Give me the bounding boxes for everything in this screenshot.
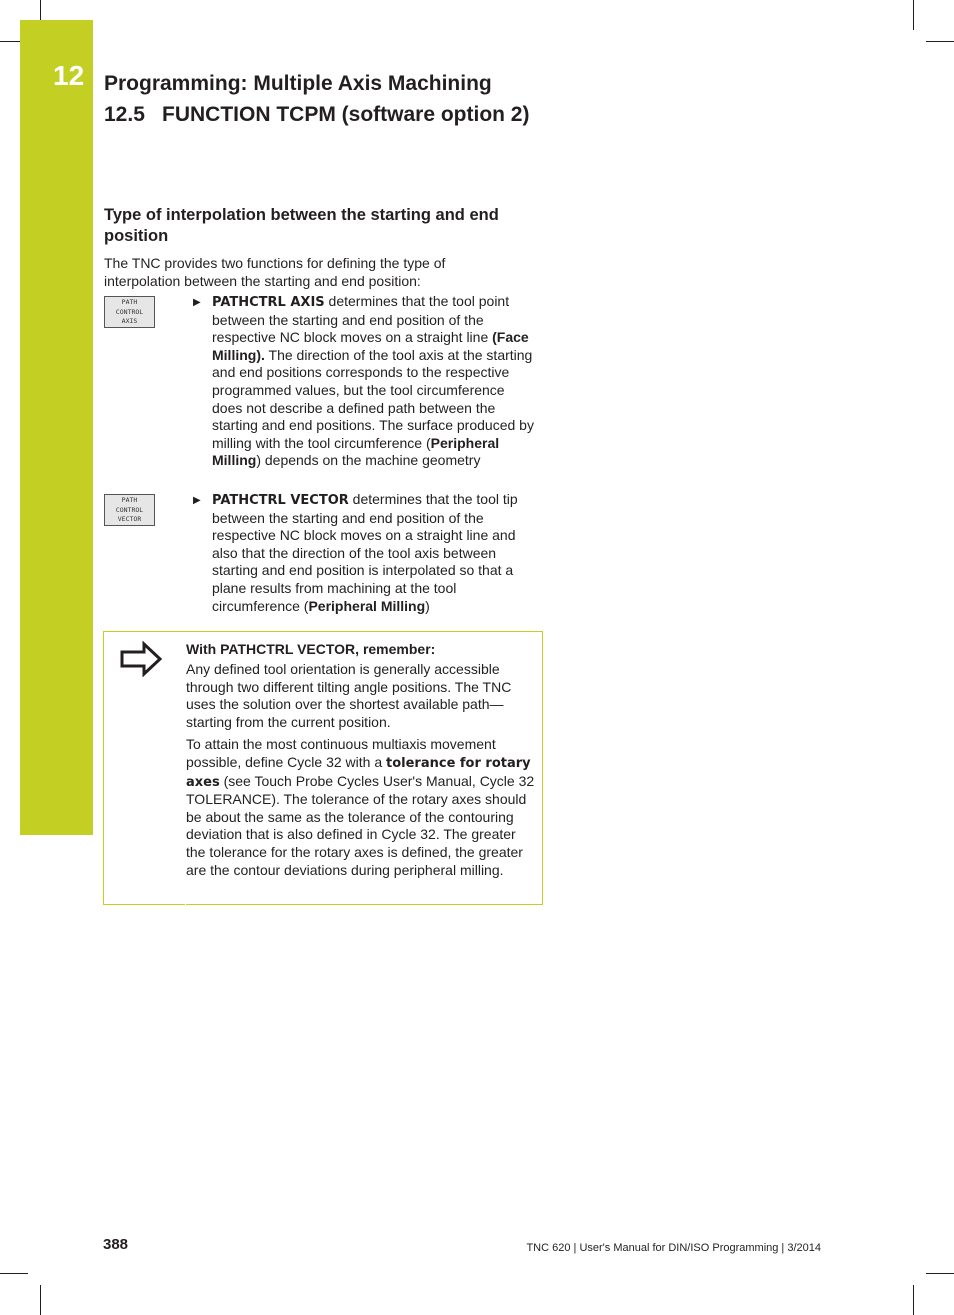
softkey-line: CONTROL	[115, 307, 144, 316]
item-pathctrl-axis	[212, 293, 534, 470]
intro-paragraph: The TNC provides two functions for defining the type of interpolation between the starting and end position:	[104, 255, 446, 289]
note-paragraph: Any defined tool orientation is generally accessible through two different tilting angle positions. The TNC uses the solution over the shortest available path—starting from the current position.	[186, 661, 512, 730]
crop-mark	[40, 1285, 41, 1315]
arrow-right-icon	[120, 641, 164, 682]
item-bold: Peripheral Milling	[308, 597, 426, 614]
note-text: To attain the most continuous multiaxis movement possible, define Cycle 32 with a	[186, 736, 496, 770]
crop-mark	[40, 0, 41, 20]
subsection-heading: Type of interpolation between the starting and end position	[104, 206, 499, 245]
note-bold: tolerance for rotary axes	[186, 755, 531, 790]
note-text: (see Touch Probe Cycles User's Manual, Cycle 32 TOLERANCE). The tolerance of the rotary axes should be about the same as the tolerance of the contouring deviation that is also defined in Cycle 32. The greater the tolerance for the rotary axes is defined, the greater are the contour deviations during peripheral milling.	[186, 772, 535, 878]
note-paragraph	[186, 736, 536, 879]
keyword: PATHCTRL VECTOR	[212, 493, 349, 508]
softkey-line: VECTOR	[117, 515, 142, 523]
section-title	[104, 103, 529, 127]
item-text: determines that the tool tip between the starting and end position of the respective NC block moves on a straight line and also that the direction of the tool axis between starting and end position is interpolated so that a plane results from machining at the tool circumference (	[212, 491, 518, 614]
crop-mark	[926, 1273, 954, 1274]
chapter-tab	[20, 20, 93, 835]
page-number: 388	[103, 1236, 129, 1253]
softkey-line: CONTROL	[115, 505, 144, 514]
note-title: With PATHCTRL VECTOR, remember:	[186, 641, 436, 657]
item-pathctrl-vector	[212, 491, 534, 615]
softkey-path-control-axis[interactable]	[104, 296, 155, 328]
keyword: PATHCTRL AXIS	[212, 295, 325, 310]
softkey-line: PATH	[121, 298, 138, 306]
item-bold: (Face Milling).	[212, 329, 529, 363]
bullet-arrow-icon: ▶	[193, 297, 201, 308]
chapter-number: 12	[53, 60, 85, 91]
note-content	[186, 640, 536, 884]
crop-mark	[913, 1285, 914, 1315]
bullet-arrow-icon: ▶	[193, 495, 201, 506]
crop-mark	[0, 1273, 28, 1274]
softkey-line: AXIS	[121, 317, 138, 325]
softkey-path-control-vector[interactable]	[104, 494, 155, 526]
item-text: determines that the tool point between the starting and end position of the respective NC block moves on a straight line	[212, 293, 510, 346]
chapter-title: Programming: Multiple Axis Machining	[104, 72, 492, 95]
crop-mark	[913, 0, 914, 30]
crop-mark	[0, 41, 22, 42]
item-text: ) depends on the machine geometry	[256, 452, 481, 469]
section-number: 12.5	[104, 103, 145, 126]
item-text: The direction of the tool axis at the starting and end positions corresponds to the respective programmed values, but the tool circumference does not describe a defined path between the starting and end positions. The surface produced by milling with the tool circumference (	[212, 346, 534, 451]
softkey-line: PATH	[121, 496, 138, 504]
crop-mark	[926, 41, 954, 42]
item-bold: Peripheral Milling	[212, 434, 500, 469]
note-box	[103, 631, 543, 905]
item-text: )	[425, 597, 430, 614]
footer-text: TNC 620 | User's Manual for DIN/ISO Programming | 3/2014	[526, 1242, 821, 1254]
section-title-text: FUNCTION TCPM (software option 2)	[162, 103, 530, 126]
